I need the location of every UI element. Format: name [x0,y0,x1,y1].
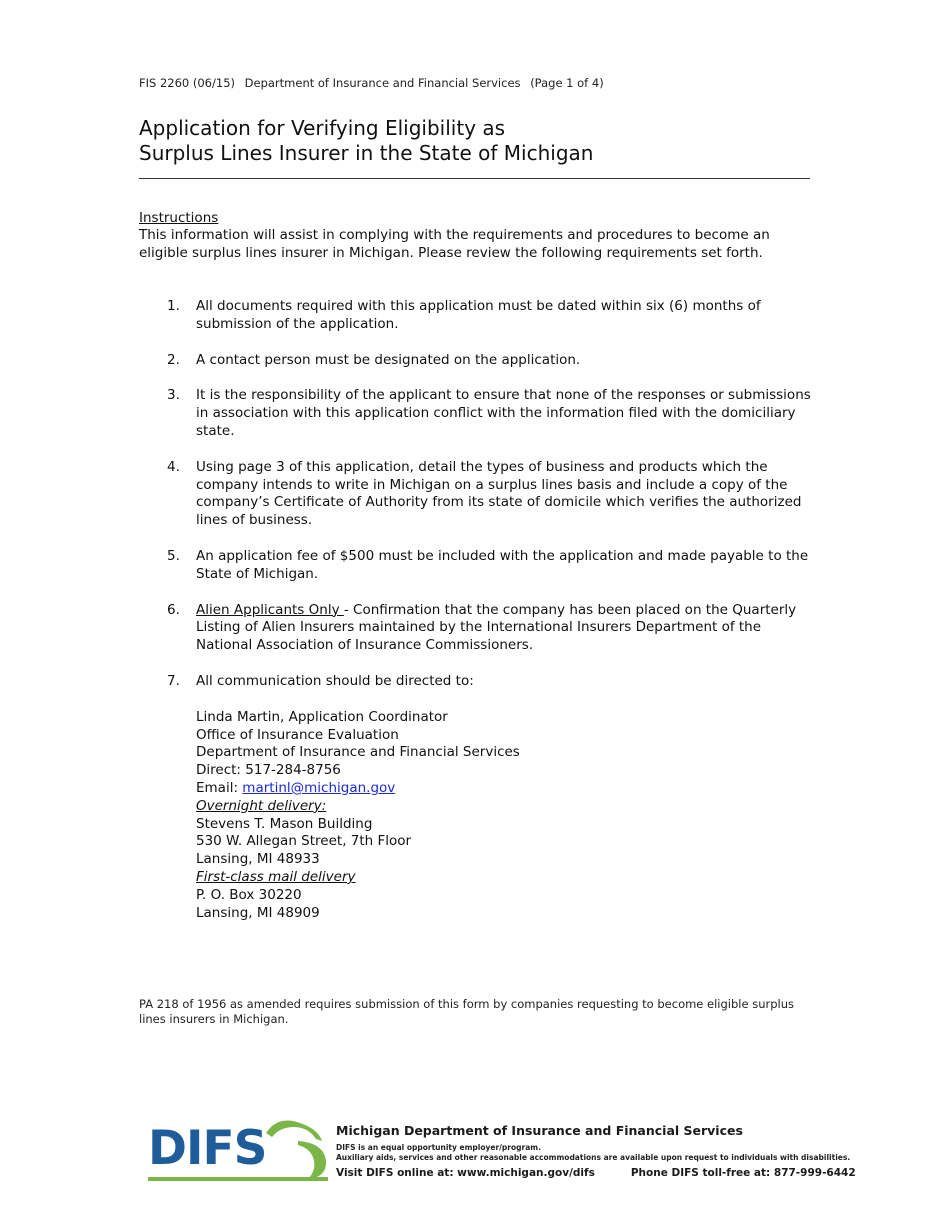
requirement-item [139,352,819,370]
mail-po-box: P. O. Box 30220 [196,886,302,903]
form-number: FIS 2260 (06/15) [139,76,235,90]
contact-block [196,709,819,923]
title-line-1: Application for Verifying Eligibility as [139,116,506,140]
requirements-list [139,298,819,922]
requirement-text: Using page 3 of this application, detail the types of business and products which the company intends to write in Michigan on a surplus lines basis and include a copy of the company’s Certificate of Authority from its state of domicile which verifies the authorized lines of business. [196,458,802,529]
overnight-heading: Overnight delivery: [196,797,327,814]
overnight-street: 530 W. Allegan Street, 7th Floor [196,833,412,850]
document-title [139,116,593,166]
legal-note: PA 218 of 1956 as amended requires submission of this form by companies requesting to become eligible surplus lines insurers in Michigan. [139,997,795,1026]
footer-text [336,1123,856,1179]
instructions-intro: This information will assist in complying with the requirements and procedures to become an eligible surplus lines insurer in Michigan. Please review the following requirements set forth. [139,227,770,261]
requirement-item [139,459,819,530]
overnight-city: Lansing, MI 48933 [196,851,320,868]
requirement-number: 1. [167,298,180,314]
contact-office: Office of Insurance Evaluation [196,726,399,743]
form-header [139,76,610,90]
requirement-text: It is the responsibility of the applicant to ensure that none of the responses or submissions in association with this application conflict with the information filed with the domiciliary state. [196,387,811,439]
contact-email-line [196,780,819,798]
requirement-number: 5. [167,547,180,564]
header-department: Department of Insurance and Financial Services [244,76,521,90]
footer-equal-opportunity: DIFS is an equal opportunity employer/program. [336,1143,541,1152]
footer-contact-line [336,1167,856,1179]
requirement-item [139,602,819,655]
footer [148,1117,856,1187]
logo-text: DIFS [148,1121,267,1176]
requirement-text: - Confirmation that the company has been placed on the Quarterly Listing of Alien Insurers maintained by the International Insurers Department of the National Association of Insurance Commissioners. [196,601,797,654]
instructions-heading: Instructions [139,210,219,226]
alien-applicants-label: Alien Applicants Only [196,601,344,618]
requirement-text: All communication should be directed to: [196,672,474,689]
requirement-text: A contact person must be designated on the application. [196,351,581,368]
requirement-item [139,673,819,922]
footer-website: Visit DIFS online at: www.michigan.gov/difs [336,1167,595,1179]
contact-department: Department of Insurance and Financial Services [196,744,520,761]
contact-name: Linda Martin, Application Coordinator [196,708,448,725]
email-link[interactable]: martinl@michigan.gov [242,779,396,796]
requirement-text: All documents required with this application must be dated within six (6) months of submission of the application. [196,298,761,332]
difs-logo [148,1117,333,1182]
contact-phone: Direct: 517-284-8756 [196,762,341,779]
page-info: (Page 1 of 4) [530,76,604,90]
title-divider [139,178,810,179]
requirement-number: 4. [167,458,180,475]
overnight-building: Stevens T. Mason Building [196,815,373,832]
email-label: Email: [196,779,243,796]
requirement-number: 3. [167,387,180,404]
requirement-number: 2. [167,351,180,368]
requirement-text: An application fee of $500 must be included with the application and made payable to the State of Michigan. [196,547,809,582]
requirement-number: 7. [167,672,180,689]
mail-heading: First-class mail delivery [196,868,356,885]
requirement-number: 6. [167,601,180,618]
footer-phone: Phone DIFS toll-free at: 877-999-6442 [630,1167,856,1179]
requirement-item [139,548,819,584]
footer-org-name: Michigan Department of Insurance and Financial Services [336,1123,743,1138]
requirement-item [139,387,819,440]
mail-city: Lansing, MI 48909 [196,904,320,921]
requirement-item [139,298,819,334]
footer-accommodations: Auxiliary aids, services and other reasonable accommodations are available upon request to individuals with disabilities. [336,1153,851,1162]
title-line-2: Surplus Lines Insurer in the State of Michigan [139,141,594,165]
